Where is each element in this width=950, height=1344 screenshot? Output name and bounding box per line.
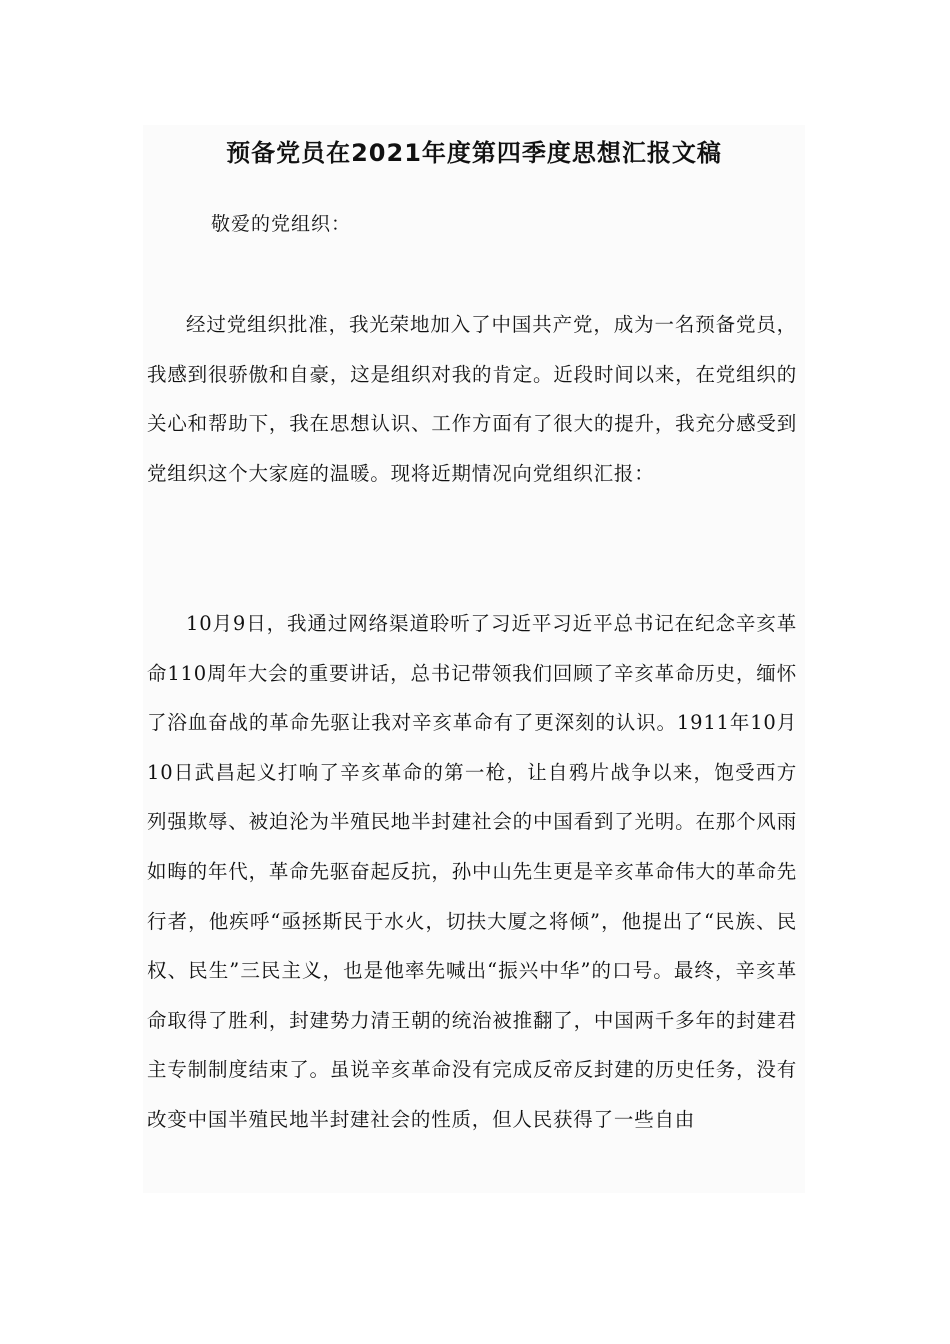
document-page [143, 125, 805, 1193]
document-title: 预备党员在2021年度第四季度思想汇报文稿 [226, 139, 722, 167]
paragraph: 经过党组织批准，我光荣地加入了中国共产党，成为一名预备党员，我感到很骄傲和自豪，这是组织对我的肯定。近段时间以来，在党组织的关心和帮助下，我在思想认识、工作方面有了很大的提升，我充分感受到党组织这个大家庭的温暖。现将近期情况向党组织汇报： [147, 313, 797, 485]
salutation: 敬爱的党组织： [211, 213, 352, 235]
paragraph: 10月9日，我通过网络渠道聆听了习近平习近平总书记在纪念辛亥革命110周年大会的重要讲话，总书记带领我们回顾了辛亥革命历史，缅怀了浴血奋战的革命先驱让我对辛亥革命有了更深刻的认识。1911年10月10日武昌起义打响了辛亥革命的第一枪，让自鸦片战争以来，饱受西方列强欺辱、被迫沦为半殖民地半封建社会的中国看到了光明。在那个风雨如晦的年代，革命先驱奋起反抗，孙中山先生更是辛亥革命伟大的革命先行者，他疾呼“亟拯斯民于水火，切扶大厦之将倾”，他提出了“民族、民权、民生”三民主义，也是他率先喊出“振兴中华”的口号。最终，辛亥革命取得了胜利，封建势力清王朝的统治被推翻了，中国两千多年的封建君主专制制度结束了。虽说辛亥革命没有完成反帝反封建的历史任务，没有改变中国半殖民地半封建社会的性质，但人民获得了一些自由 [147, 612, 797, 1131]
